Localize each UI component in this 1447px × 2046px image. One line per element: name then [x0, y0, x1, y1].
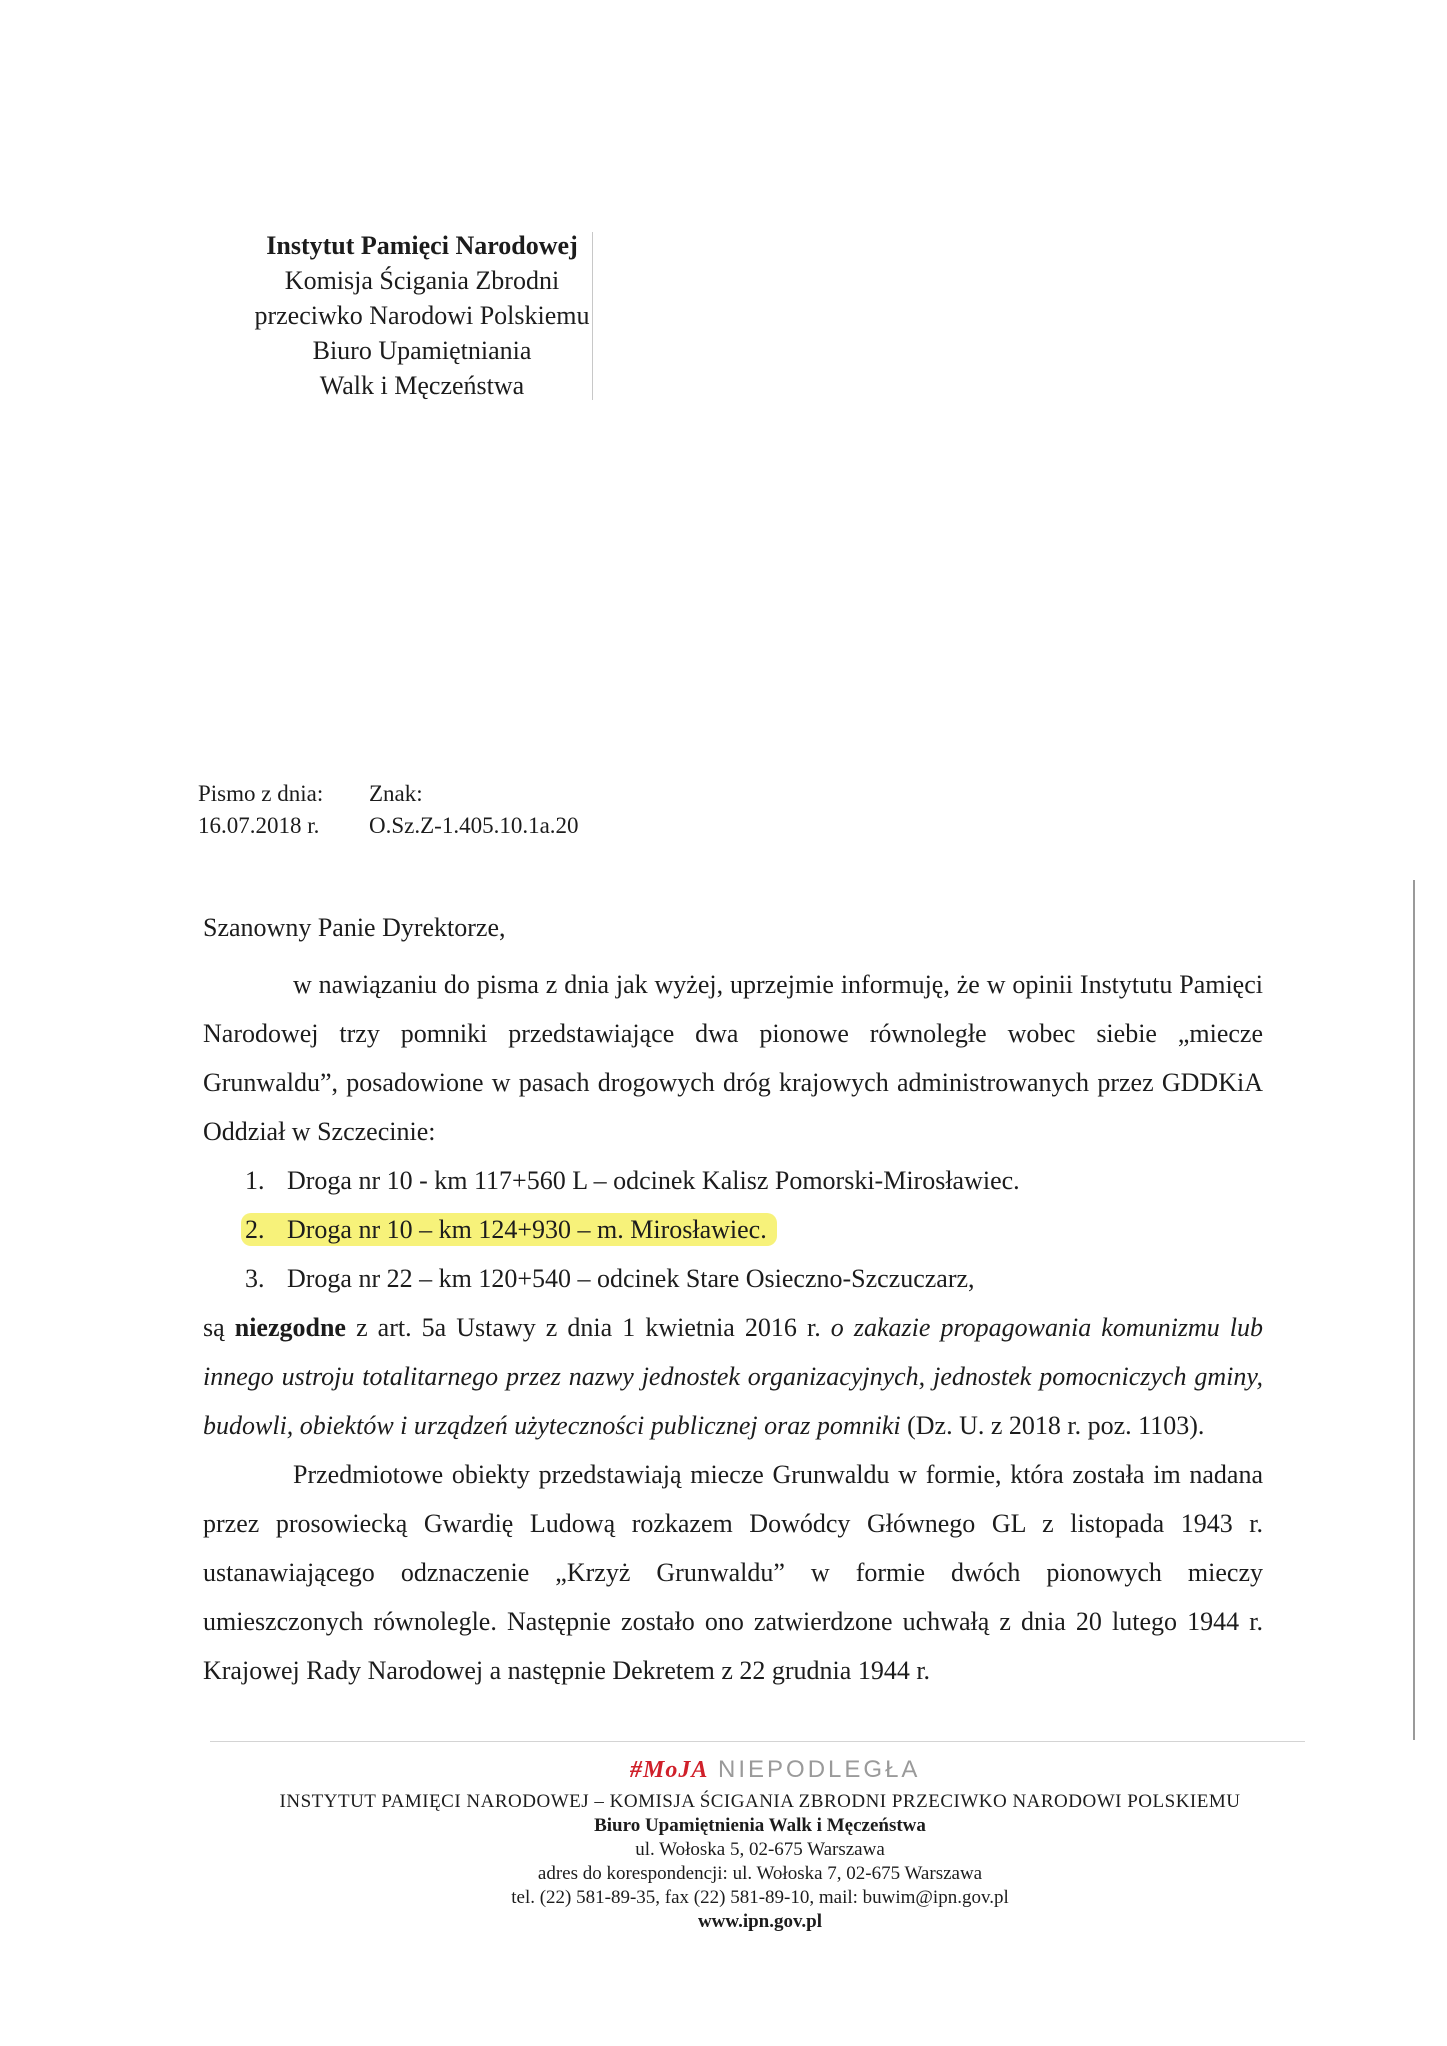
reference-sign [369, 778, 579, 842]
letterhead [232, 228, 612, 403]
law-title: o zakazie propagowania komunizmu lub innego ustroju totalitarnego przez nazwy jednostek organizacyjnych, jednostek pomocniczych gminy, budowli, obiektów i urządzeń użyteczności publicznej oraz pomniki [203, 1313, 1264, 1440]
institution-name: Instytut Pamięci Narodowej [266, 231, 578, 260]
footer-contact: tel. (22) 581-89-35, fax (22) 581-89-10, mail: buwim@ipn.gov.pl [511, 1887, 1009, 1908]
commission-name-line-2: przeciwko Narodowi Polskiemu [254, 301, 590, 330]
list-item-text: Droga nr 10 – km 124+930 – m. Mirosławiec. [287, 1215, 767, 1244]
footer-divider [210, 1741, 1305, 1742]
list-item-number: 1. [245, 1166, 265, 1195]
letter-body [203, 910, 1263, 1695]
logo-hashtag: #MoJA [630, 1757, 709, 1783]
paragraph-2-start: są [203, 1313, 225, 1342]
page-edge-line [1413, 880, 1415, 1740]
letter-footer [210, 1790, 1310, 1934]
list-item-text: Droga nr 10 - km 117+560 L – odcinek Kalisz Pomorski-Mirosławiec. [287, 1166, 1020, 1195]
reference-sign-label: Znak: [369, 781, 423, 806]
footer-address: ul. Wołoska 5, 02-675 Warszawa [635, 1839, 885, 1860]
list-item-text: Droga nr 22 – km 120+540 – odcinek Stare Osieczno-Szczuczarz, [287, 1264, 975, 1293]
paragraph-3: Przedmiotowe obiekty przedstawiają miecze Grunwaldu w formie, która została im nadana przez prosowiecką Gwardię Ludową rozkazem Dowódcy Głównego GL z listopada 1943 r. ustanawiającego odznaczenie „Krzyż Grunwaldu” w formie dwóch pionowych mieczy umieszczonych równolegle. Następnie zostało ono zatwierdzone uchwałą z dnia 20 lutego 1944 r. Krajowej Rady Narodowej a następnie Dekretem z 22 grudnia 1944 r. [203, 1460, 1263, 1685]
list-item-number: 3. [245, 1264, 265, 1293]
commission-name-line-1: Komisja Ścigania Zbrodni [284, 266, 560, 295]
paragraph-2-middle: z art. 5a Ustawy z dnia 1 kwietnia 2016 r. [356, 1313, 821, 1342]
highlighted-item [241, 1213, 777, 1246]
paragraph-2 [203, 1303, 1263, 1450]
bureau-name-line-2: Walk i Męczeństwa [319, 371, 525, 400]
reference-sign-value: O.Sz.Z-1.405.10.1a.20 [369, 813, 579, 838]
list-item [203, 1156, 1263, 1205]
footer-organization: INSTYTUT PAMIĘCI NARODOWEJ – KOMISJA ŚCIGANIA ZBRODNI PRZECIWKO NARODOWI POLSKIEMU [279, 1791, 1241, 1812]
reference-date-label: Pismo z dnia: [198, 781, 324, 806]
road-list [203, 1156, 1263, 1303]
list-item [203, 1254, 1263, 1303]
letterhead-divider [592, 232, 593, 400]
reference-date-value: 16.07.2018 r. [198, 813, 320, 838]
paragraph-2-emphasis: niezgodne [234, 1313, 346, 1342]
footer-bureau: Biuro Upamiętnienia Walk i Męczeństwa [594, 1815, 926, 1836]
bureau-name-line-1: Biuro Upamiętniania [312, 336, 532, 365]
footer-correspondence: adres do korespondencji: ul. Wołoska 7, 02-675 Warszawa [537, 1863, 983, 1884]
reference-date [198, 778, 323, 842]
paragraph-2-citation: (Dz. U. z 2018 r. poz. 1103). [907, 1411, 1205, 1440]
logo-word: NIEPODLEGŁA [718, 1756, 921, 1783]
moja-niepodlegla-logo [630, 1756, 920, 1784]
footer-website: www.ipn.gov.pl [697, 1911, 823, 1932]
list-item-number: 2. [245, 1215, 265, 1244]
salutation: Szanowny Panie Dyrektorze, [203, 913, 506, 942]
paragraph-1: w nawiązaniu do pisma z dnia jak wyżej, uprzejmie informuję, że w opinii Instytutu Pamięci Narodowej trzy pomniki przedstawiające dwa pionowe równoległe wobec siebie „miecze Grunwaldu”, posadowione w pasach drogowych dróg krajowych administrowanych przez GDDKiA Oddział w Szczecinie: [203, 970, 1263, 1146]
list-item [203, 1205, 1263, 1254]
